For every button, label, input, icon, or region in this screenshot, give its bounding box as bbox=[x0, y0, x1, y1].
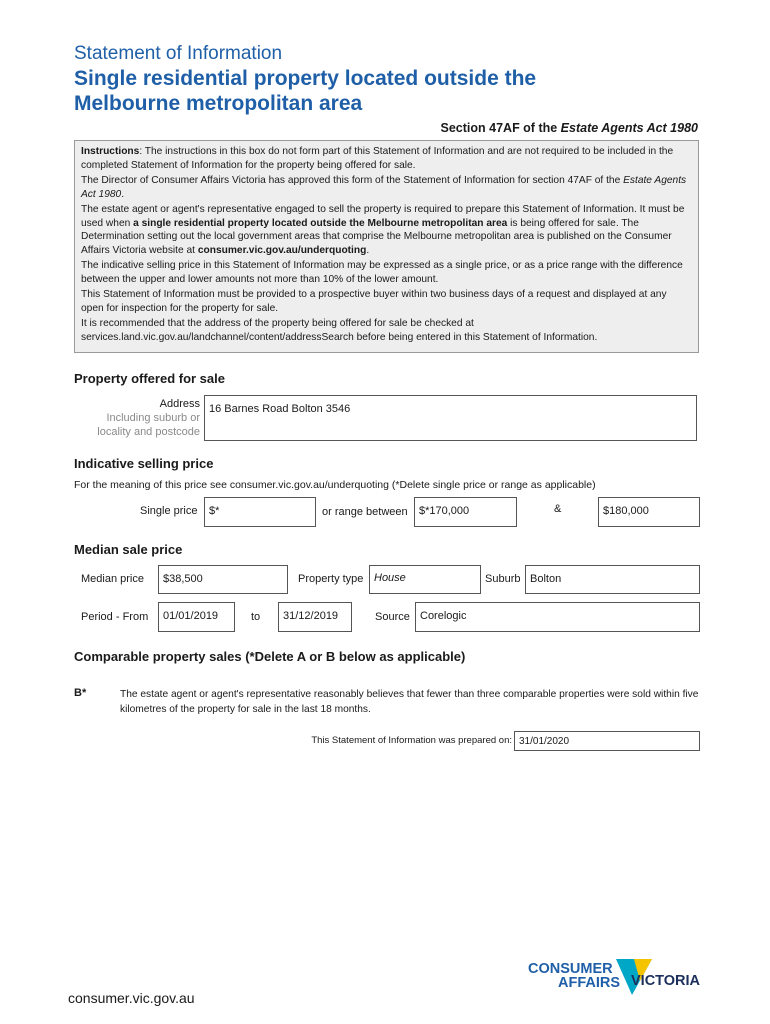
instructions-text-2c: . bbox=[121, 188, 125, 200]
section-reference bbox=[441, 121, 698, 135]
range-label: or range between bbox=[322, 506, 408, 518]
form-pre-title: Statement of Information bbox=[74, 43, 283, 64]
property-type-field[interactable] bbox=[369, 565, 481, 594]
median-price-value: $38,500 bbox=[163, 573, 203, 585]
instructions-text-3e: . bbox=[366, 244, 370, 256]
form-title-line-2: Melbourne metropolitan area bbox=[74, 92, 363, 115]
form-title bbox=[74, 66, 694, 116]
suburb-field[interactable] bbox=[525, 565, 700, 594]
range-high-value: $180,000 bbox=[603, 505, 649, 517]
property-heading: Property offered for sale bbox=[74, 371, 225, 386]
period-to-label: to bbox=[251, 611, 261, 623]
prepared-on-label: This Statement of Information was prepared on: bbox=[311, 735, 512, 746]
option-b-text: The estate agent or agent's representative reasonably believes that fewer than three comparable properties were sold within five kilometres of the property for sale in the last 18 months. bbox=[120, 689, 699, 715]
median-price-label: Median price bbox=[81, 573, 144, 585]
address-field[interactable] bbox=[204, 395, 697, 441]
address-value: 16 Barnes Road Bolton 3546 bbox=[209, 403, 351, 415]
source-field[interactable] bbox=[415, 602, 700, 632]
period-from-value: 01/01/2019 bbox=[163, 610, 219, 622]
instructions-paragraph-1 bbox=[81, 145, 692, 172]
instructions-text-1: : The instructions in this box do not form part of this Statement of Information and are not required to be included in the completed Statement of Information for the property being offered for sale. bbox=[81, 146, 674, 171]
single-price-field[interactable] bbox=[204, 497, 316, 527]
address-label-line-2: Including suburb or bbox=[106, 412, 200, 424]
range-ampersand: & bbox=[554, 503, 562, 515]
instructions-paragraph-5: This Statement of Information must be provided to a prospective buyer within two business days of a request and displayed at any open for inspection for the property for sale. bbox=[81, 289, 667, 314]
instructions-label: Instructions bbox=[81, 146, 140, 157]
source-label: Source bbox=[375, 611, 410, 623]
instructions-paragraph-6: It is recommended that the address of the property being offered for sale be checked at services.land.vic.gov.au/landchannel/content/addressSearch before being entered in this Statement of Information. bbox=[81, 317, 598, 343]
range-low-value: $*170,000 bbox=[419, 505, 470, 517]
instructions-underquoting-link[interactable]: consumer.vic.gov.au/underquoting bbox=[197, 244, 367, 256]
property-type-value: House bbox=[374, 572, 406, 584]
address-label-line-1: Address bbox=[159, 398, 200, 410]
footer-website-link[interactable]: consumer.vic.gov.au bbox=[68, 990, 195, 1006]
section-act: Estate Agents Act 1980 bbox=[560, 121, 698, 135]
source-value: Corelogic bbox=[420, 610, 467, 622]
single-price-value: $* bbox=[209, 505, 220, 517]
instructions-text-3b: a single residential property located outside the Melbourne metropolitan area bbox=[133, 217, 508, 229]
suburb-label: Suburb bbox=[485, 573, 521, 585]
logo-victoria-text: VICTORIA bbox=[631, 973, 701, 989]
instructions-paragraph-3 bbox=[81, 203, 692, 258]
median-heading: Median sale price bbox=[74, 542, 183, 557]
form-title-line-1: Single residential property located outside the bbox=[74, 67, 537, 90]
address-label bbox=[60, 397, 200, 439]
instructions-text-3a: The estate agent or agent's representative engaged to sell the property is required to prepare this Statement of Information. It must be used when bbox=[81, 203, 685, 229]
instructions-paragraph-4: The indicative selling price in this Statement of Information may be expressed as a single price, or as a price range with the difference between the upper and lower amounts not more than 10% of the lower amount. bbox=[81, 260, 683, 285]
section-prefix: Section 47AF of the bbox=[440, 121, 561, 135]
address-label-line-3: locality and postcode bbox=[97, 426, 200, 438]
instructions-paragraph-2 bbox=[81, 174, 692, 201]
period-to-field[interactable] bbox=[278, 602, 352, 632]
instructions-box bbox=[74, 140, 699, 353]
instructions-act-name: Estate Agents Act 1980 bbox=[81, 174, 687, 200]
logo-affairs-text: AFFAIRS bbox=[558, 975, 621, 991]
period-from-label: Period - From bbox=[81, 611, 149, 623]
comparable-heading: Comparable property sales (*Delete A or B below as applicable) bbox=[74, 649, 466, 664]
indicative-meaning-text: For the meaning of this price see consumer.vic.gov.au/underquoting (*Delete single price or range as applicable) bbox=[74, 479, 596, 491]
instructions-text-3c: is being offered for sale. The Determination setting out the local government areas that comprise the Melbourne metropolitan area is published on the Consumer Affairs Victoria website at bbox=[81, 217, 672, 256]
period-to-value: 31/12/2019 bbox=[283, 610, 339, 622]
instructions-text-2a: The Director of Consumer Affairs Victoria has approved this form of the Statement of Information for section 47AF of the bbox=[81, 174, 624, 186]
suburb-value: Bolton bbox=[530, 573, 562, 585]
range-low-field[interactable] bbox=[414, 497, 517, 527]
prepared-on-field[interactable] bbox=[514, 731, 700, 751]
cav-logo-graphic bbox=[528, 955, 708, 995]
option-b-marker: B* bbox=[74, 687, 87, 699]
logo-consumer-text: CONSUMER bbox=[528, 961, 613, 977]
median-price-field[interactable] bbox=[158, 565, 288, 594]
consumer-affairs-victoria-logo bbox=[528, 955, 708, 995]
period-from-field[interactable] bbox=[158, 602, 235, 632]
property-type-label: Property type bbox=[298, 573, 364, 585]
indicative-heading: Indicative selling price bbox=[74, 456, 214, 471]
range-high-field[interactable] bbox=[598, 497, 700, 527]
prepared-on-value: 31/01/2020 bbox=[519, 736, 570, 747]
single-price-label: Single price bbox=[140, 505, 198, 517]
